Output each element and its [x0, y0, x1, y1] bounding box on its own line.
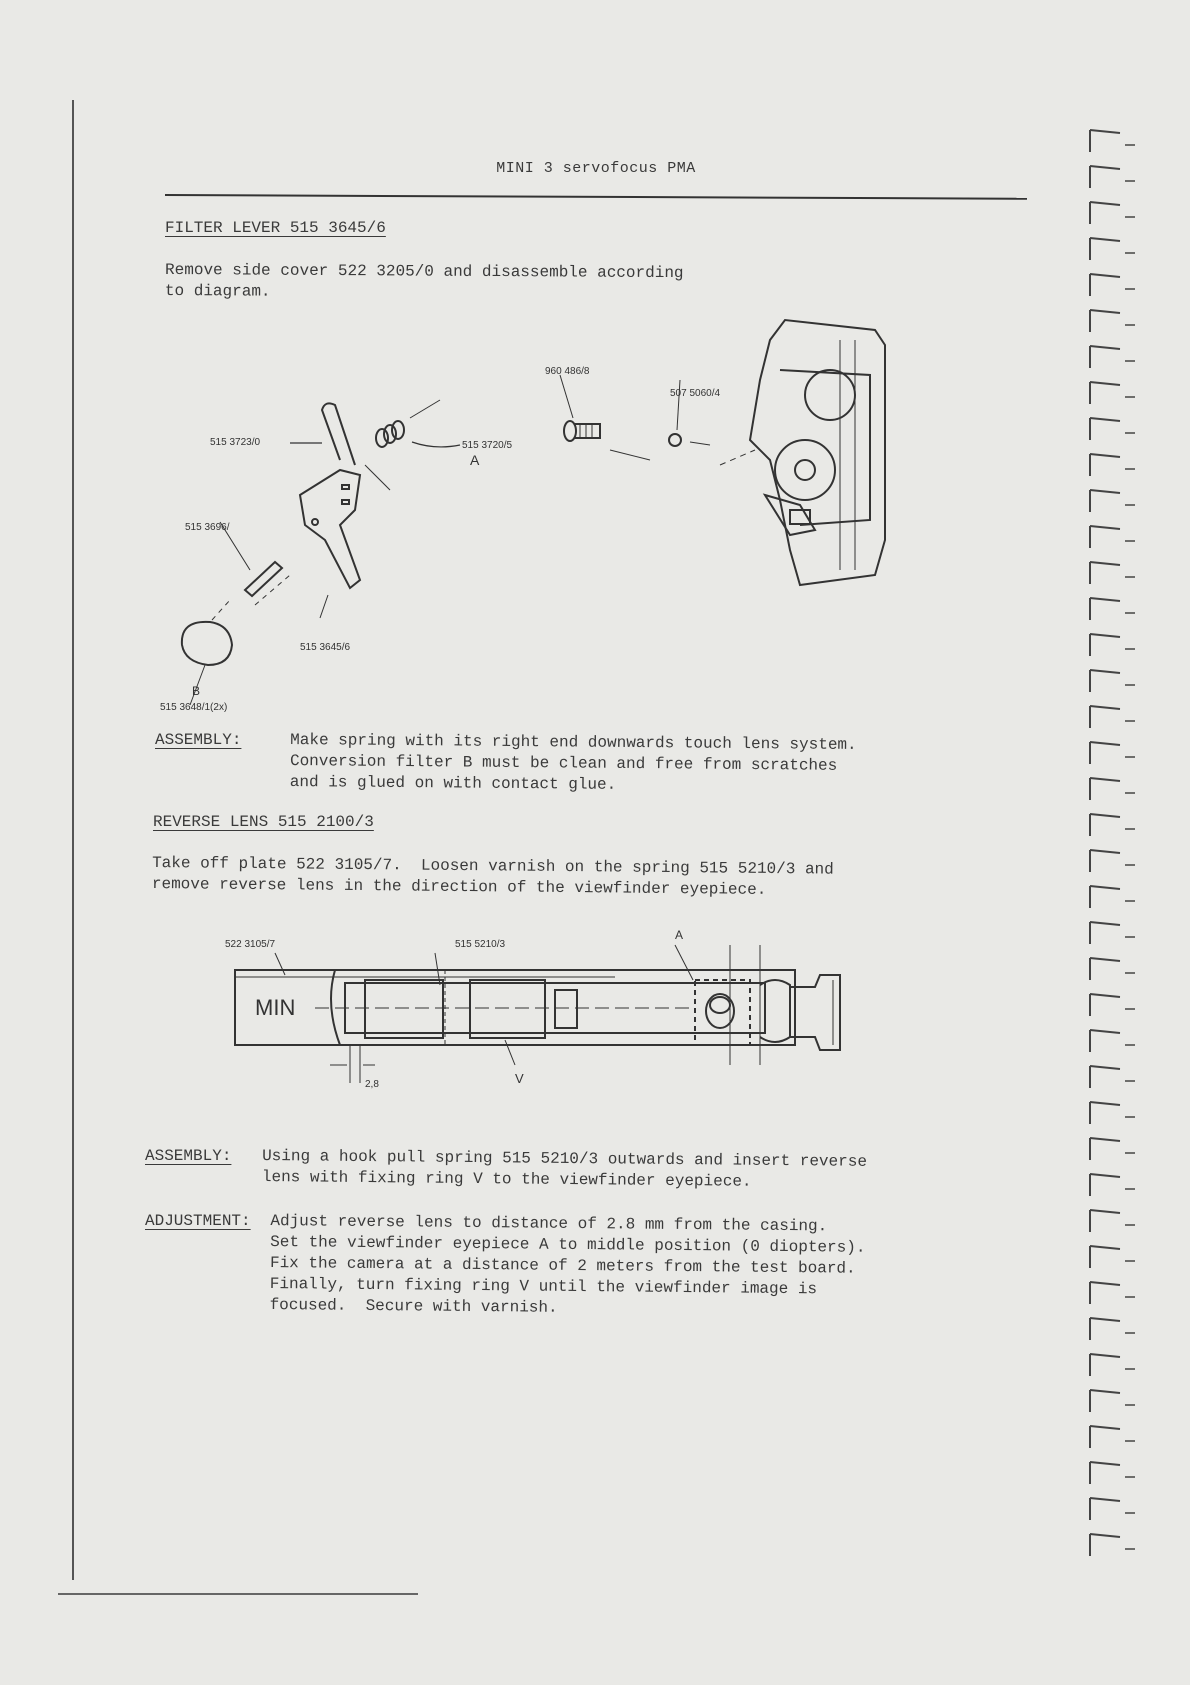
binding-ring	[1090, 958, 1120, 980]
label-lever: 515 3645/6	[300, 642, 351, 653]
adjustment-line: Adjust reverse lens to distance of 2.8 mm from the casing.	[270, 1212, 828, 1236]
assembly-line: and is glued on with contact glue.	[289, 772, 617, 794]
assembly-label-2: ASSEMBLY:	[145, 1147, 232, 1165]
adjustment-line: Set the viewfinder eyepiece A to middle position (0 diopters).	[270, 1233, 866, 1257]
binding-ring	[1090, 742, 1120, 764]
assembly-line: lens with fixing ring V to the viewfinder eyepiece.	[261, 1168, 752, 1191]
filter-heading: FILTER LEVER 515 3645/6	[165, 219, 386, 237]
label-a-eyepiece: A	[675, 928, 684, 942]
label-a: A	[470, 452, 480, 468]
binding-ring	[1090, 202, 1120, 224]
binding-ring	[1090, 1462, 1120, 1484]
binding-ring	[1090, 1354, 1120, 1376]
adjustment-line: Finally, turn fixing ring V until the viewfinder image is	[269, 1274, 818, 1299]
filter-intro	[165, 260, 684, 305]
label-distance: 2,8	[365, 1079, 379, 1090]
reverse-intro	[152, 853, 834, 902]
assembly-text-1	[290, 730, 857, 798]
binding-ring	[1090, 922, 1120, 944]
binding-ring	[1090, 1174, 1120, 1196]
reverse-intro-line: Take off plate 522 3105/7. Loosen varnish on the spring 515 5210/3 and	[152, 854, 834, 879]
pin-part	[245, 562, 282, 596]
binding-ring	[1090, 418, 1120, 440]
filter-intro-line: to diagram.	[164, 281, 271, 301]
label-spring-515: 515 5210/3	[455, 939, 506, 950]
binding-ring	[1090, 850, 1120, 872]
assembly-label-1: ASSEMBLY:	[155, 731, 242, 749]
binding-ring	[1090, 670, 1120, 692]
assembly-line: Make spring with its right end downwards touch lens system.	[290, 731, 857, 754]
camera-housing-part	[750, 320, 885, 585]
assembly-line: Conversion filter B must be clean and free from scratches	[289, 752, 838, 775]
assembly-line: Using a hook pull spring 515 5210/3 outwards and insert reverse	[262, 1147, 868, 1171]
page-header: MINI 3 servofocus PMA	[496, 160, 696, 177]
screw-part	[564, 421, 600, 441]
binding-ring	[1090, 238, 1120, 260]
binding-ring	[1090, 706, 1120, 728]
binding-ring	[1090, 562, 1120, 584]
binding-ring	[1090, 1282, 1120, 1304]
binding-ring	[1090, 382, 1120, 404]
binding-ring	[1090, 598, 1120, 620]
label-b: B	[192, 684, 201, 698]
binding-ring	[1090, 778, 1120, 800]
binding-ring	[1090, 1498, 1120, 1520]
adjustment-label: ADJUSTMENT:	[145, 1212, 251, 1230]
binding-ring	[1090, 490, 1120, 512]
label-screw: 960 486/8	[545, 366, 590, 377]
label-washer: 507 5060/4	[670, 388, 721, 399]
left-margin-line	[72, 100, 74, 1580]
binding-ring	[1090, 310, 1120, 332]
binding-ring	[1090, 454, 1120, 476]
binding-ring	[1090, 1030, 1120, 1052]
label-spring-wire: 515 3723/0	[210, 437, 261, 448]
adjustment-text	[269, 1211, 865, 1322]
binding-ring	[1090, 1390, 1120, 1412]
binding-ring	[1090, 886, 1120, 908]
coil-spring-part	[376, 421, 404, 447]
header-rule	[165, 194, 1027, 200]
reverse-heading: REVERSE LENS 515 2100/3	[153, 813, 374, 831]
assembly-text-2	[262, 1146, 867, 1194]
binding-ring	[1090, 814, 1120, 836]
binding-ring	[1090, 1066, 1120, 1088]
conversion-filter-part	[182, 622, 232, 665]
binding-ring	[1090, 1318, 1120, 1340]
binding-ring	[1090, 1426, 1120, 1448]
binding-ring	[1090, 994, 1120, 1016]
label-pin: 515 3696/	[185, 522, 230, 533]
binding-ring	[1090, 1210, 1120, 1232]
reverse-lens-diagram	[215, 925, 875, 1105]
bottom-edge-line	[58, 1593, 418, 1595]
binding-ring	[1090, 526, 1120, 548]
label-spring-coil: 515 3720/5	[462, 440, 513, 451]
binding-ring	[1090, 130, 1120, 152]
binding-ring	[1090, 274, 1120, 296]
binding-ring	[1090, 1534, 1120, 1556]
reverse-intro-line: remove reverse lens in the direction of the viewfinder eyepiece.	[151, 874, 767, 899]
adjustment-line: Fix the camera at a distance of 2 meters from the test board.	[269, 1254, 856, 1278]
filter-lever-exploded-diagram	[150, 300, 910, 720]
binding-ring	[1090, 1138, 1120, 1160]
binding-ring	[1090, 634, 1120, 656]
binding-ring	[1090, 1102, 1120, 1124]
wire-spring-part	[322, 403, 355, 465]
filter-lever-part	[300, 470, 360, 588]
binding-ring	[1090, 166, 1120, 188]
label-plate: 522 3105/7	[225, 939, 276, 950]
washer-part	[669, 434, 681, 446]
binding-ring	[1090, 1246, 1120, 1268]
filter-intro-line: Remove side cover 522 3205/0 and disassemble according	[165, 261, 684, 283]
label-filter: 515 3648/1(2x)	[160, 702, 228, 713]
spiral-binding	[1080, 110, 1150, 1580]
adjustment-line: focused. Secure with varnish.	[269, 1295, 558, 1317]
binding-ring	[1090, 346, 1120, 368]
label-v: V	[515, 1071, 524, 1086]
label-mini: MIN	[255, 995, 296, 1020]
